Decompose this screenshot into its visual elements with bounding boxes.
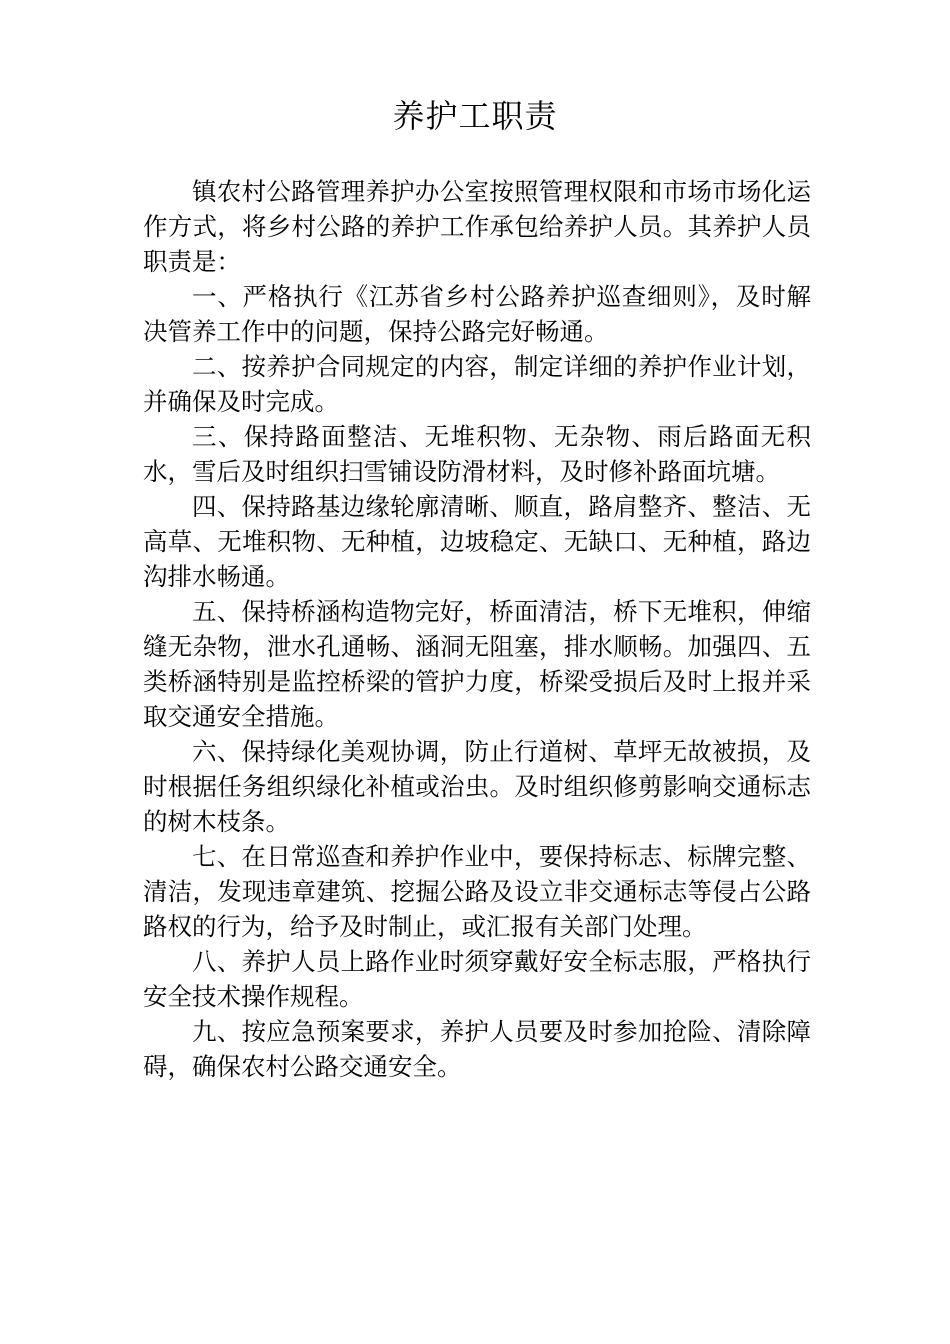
document-body	[143, 174, 811, 1084]
duty-item-9: 九、按应急预案要求，养护人员要及时参加抢险、清除障碍，确保农村公路交通安全。	[143, 1017, 811, 1081]
intro-paragraph: 镇农村公路管理养护办公室按照管理权限和市场市场化运作方式，将乡村公路的养护工作承包给养护人员。其养护人员职责是：	[143, 177, 811, 276]
duty-item-3: 三、保持路面整洁、无堆积物、无杂物、雨后路面无积水，雪后及时组织扫雪铺设防滑材料，及时修补路面坑塘。	[143, 422, 811, 486]
duty-item-6: 六、保持绿化美观协调，防止行道树、草坪无故被损，及时根据任务组织绿化补植或治虫。及时组织修剪影响交通标志的树木枝条。	[143, 737, 811, 836]
document-title: 养护工职责	[392, 97, 558, 135]
duty-item-4: 四、保持路基边缘轮廓清晰、顺直，路肩整齐、整洁、无高草、无堆积物、无种植，边坡稳定、无缺口、无种植，路边沟排水畅通。	[143, 492, 811, 591]
duty-item-8: 八、养护人员上路作业时须穿戴好安全标志服，严格执行安全技术操作规程。	[143, 947, 811, 1011]
duty-item-5: 五、保持桥涵构造物完好，桥面清洁，桥下无堆积，伸缩缝无杂物，泄水孔通畅、涵洞无阻塞，排水顺畅。加强四、五类桥涵特别是监控桥梁的管护力度，桥梁受损后及时上报并采取交通安全措施。	[143, 597, 811, 731]
duty-item-1: 一、严格执行《江苏省乡村公路养护巡查细则》，及时解决管养工作中的问题，保持公路完好畅通。	[143, 282, 811, 346]
duty-item-2: 二、按养护合同规定的内容，制定详细的养护作业计划，并确保及时完成。	[143, 352, 811, 416]
duty-item-7: 七、在日常巡查和养护作业中，要保持标志、标牌完整、清洁，发现违章建筑、挖掘公路及设立非交通标志等侵占公路路权的行为，给予及时制止，或汇报有关部门处理。	[143, 842, 811, 941]
